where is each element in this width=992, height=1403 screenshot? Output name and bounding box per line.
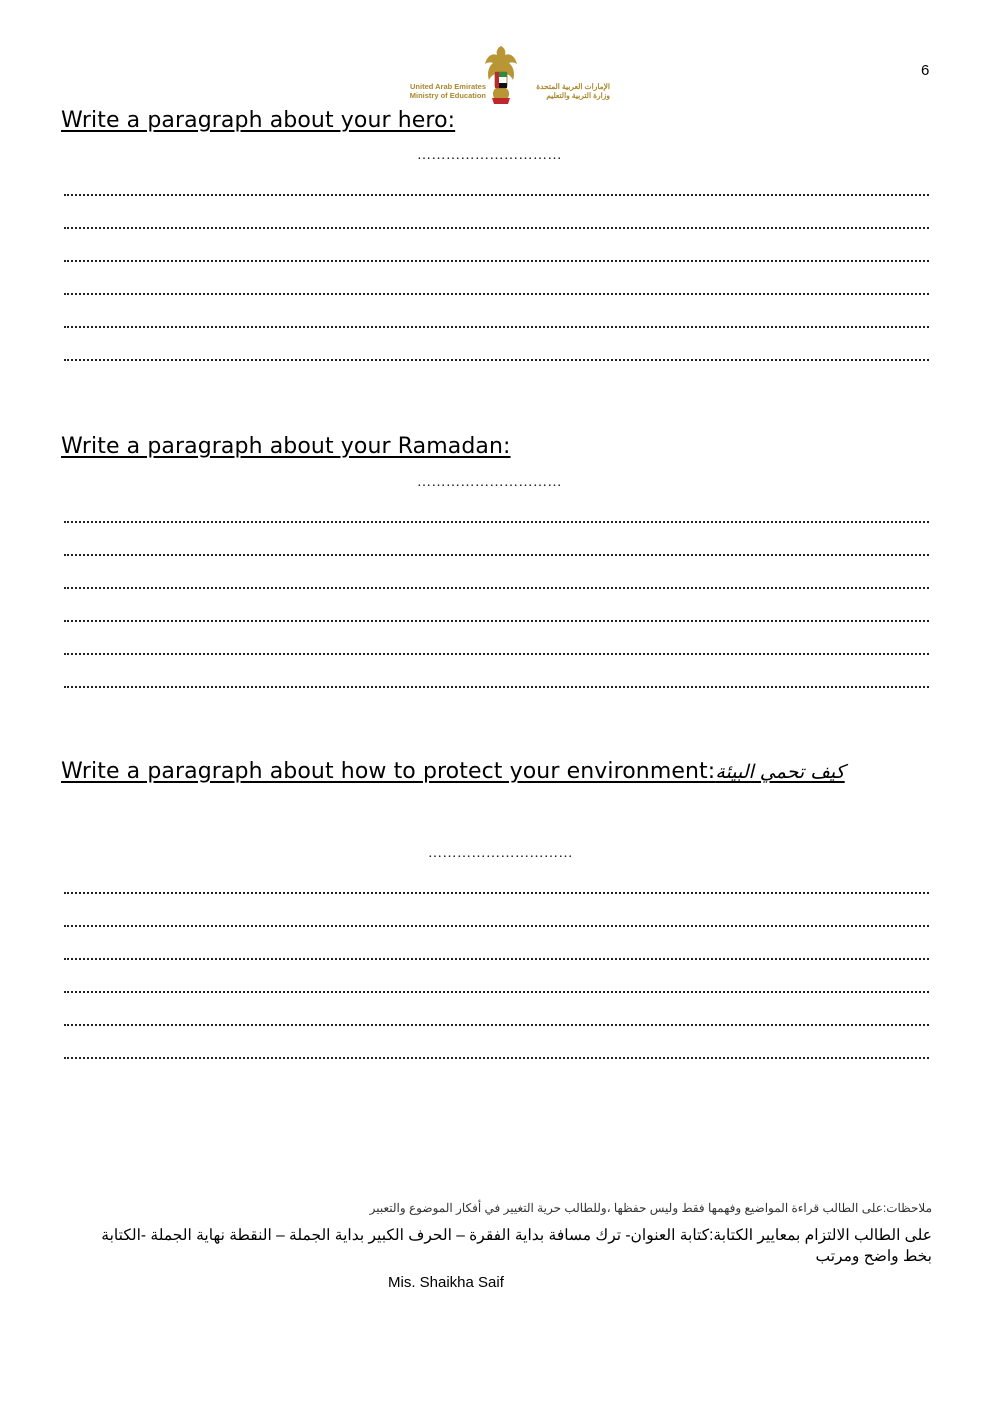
title-placeholder-hero: ………………………… — [417, 148, 562, 163]
title-placeholder-environment: ………………………… — [428, 846, 573, 861]
writing-line — [64, 620, 929, 622]
logo-english-text: United Arab Emirates Ministry of Education — [409, 82, 486, 100]
page-number: 6 — [921, 62, 930, 79]
notes-line-2: على الطالب الالتزام بمعايير الكتابة:كتابة العنوان- ترك مسافة بداية الفقرة – الحرف الكبير بداية الجملة – النقطة نهاية الجملة -الكتابة بخط واضح ومرتب — [101, 1227, 932, 1265]
notes-line-1: ملاحظات:على الطالب قراءة المواضيع وفهمها فقط وليس حفظها ،وللطالب حرية التغيير في أفكار الموضوع والتعبير — [369, 1201, 932, 1215]
writing-line — [64, 587, 929, 589]
writing-line — [64, 653, 929, 655]
writing-line — [64, 359, 929, 361]
section-heading-hero: Write a paragraph about your hero: — [61, 108, 456, 133]
writing-line — [64, 326, 929, 328]
author-name: Mis. Shaikha Saif — [388, 1274, 504, 1291]
writing-line — [64, 293, 929, 295]
writing-line — [64, 521, 929, 523]
ministry-logo — [396, 44, 610, 108]
writing-line — [64, 958, 929, 960]
writing-line — [64, 892, 929, 894]
writing-line — [64, 991, 929, 993]
writing-line — [64, 554, 929, 556]
writing-line — [64, 925, 929, 927]
falcon-emblem-icon — [484, 44, 518, 106]
writing-line — [64, 260, 929, 262]
section-heading-ramadan: Write a paragraph about your Ramadan: — [61, 434, 511, 459]
writing-line — [64, 227, 929, 229]
writing-line — [64, 1024, 929, 1026]
writing-line — [64, 194, 929, 196]
section-heading-environment: Write a paragraph about how to protect your environment:كيف تحمي البيئة — [61, 759, 845, 784]
writing-line — [64, 1057, 929, 1059]
logo-arabic-text: الإمارات العربية المتحدة وزارة التربية والتعليم — [536, 82, 610, 100]
title-placeholder-ramadan: ………………………… — [417, 475, 562, 490]
section-heading-arabic: كيف تحمي البيئة — [715, 761, 845, 783]
writing-line — [64, 686, 929, 688]
